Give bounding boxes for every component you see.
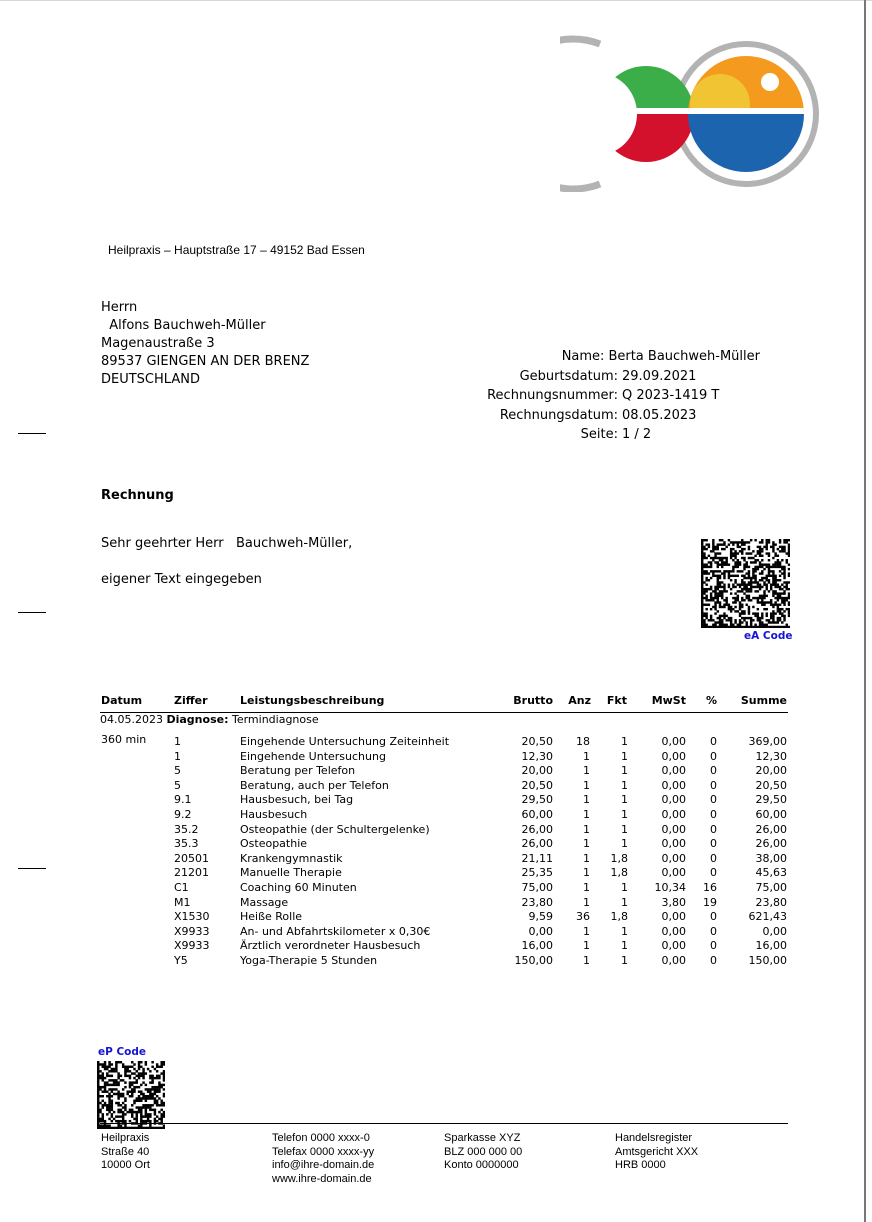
cell-fkt: 1 <box>621 939 628 953</box>
cell-fkt: 1 <box>621 749 628 763</box>
cell-percent: 0 <box>710 851 717 865</box>
cell-ziffer: 21201 <box>174 866 209 880</box>
invoice-info <box>440 347 760 445</box>
cell-ziffer: X1530 <box>174 910 210 924</box>
cell-brutto: 16,00 <box>521 939 553 953</box>
info-label: Name: <box>561 349 605 364</box>
cell-percent: 0 <box>710 924 717 938</box>
ea-qr-code <box>701 539 790 628</box>
table-row <box>100 779 788 794</box>
cell-ziffer: 9.2 <box>174 807 192 821</box>
cell-brutto: 75,00 <box>521 880 553 894</box>
footer-text: Telefax 0000 xxxx-yy <box>272 1145 375 1158</box>
cell-brutto: 60,00 <box>521 807 553 821</box>
custom-text: eigener Text eingegeben <box>101 572 262 587</box>
footer-text: 10000 Ort <box>101 1159 150 1172</box>
ep-code-label: eP Code <box>98 1046 147 1058</box>
footer-text: Konto 0000000 <box>444 1159 519 1172</box>
info-row-invoice-date <box>440 406 760 426</box>
cell-percent: 0 <box>710 793 717 807</box>
ep-qr-code-image <box>97 1061 165 1129</box>
footer-text: Heilpraxis <box>101 1132 150 1144</box>
cell-fkt: 1 <box>621 793 628 807</box>
cell-ziffer: 1 <box>174 749 181 763</box>
cell-fkt: 1 <box>621 880 628 894</box>
table-row <box>100 866 788 881</box>
cell-beschreibung: Hausbesuch <box>240 807 308 821</box>
cell-brutto: 12,30 <box>521 749 553 763</box>
cell-mwst: 0,00 <box>661 778 686 792</box>
cell-summe: 16,00 <box>755 939 787 953</box>
table-header <box>100 694 788 713</box>
diagnosis-row <box>100 713 788 735</box>
cell-beschreibung: Krankengymnastik <box>240 851 343 865</box>
table-row <box>100 793 788 808</box>
cell-brutto: 21,11 <box>521 851 553 865</box>
header-fkt: Fkt <box>606 694 627 707</box>
diagnosis-value: Termindiagnose <box>228 713 319 726</box>
recipient-salutation: Herrn <box>101 300 138 315</box>
cell-percent: 19 <box>703 895 717 909</box>
cell-ziffer: X9933 <box>174 939 210 953</box>
cell-ziffer: C1 <box>174 880 189 894</box>
cell-brutto: 0,00 <box>528 924 553 938</box>
table-row <box>100 939 788 954</box>
cell-anz: 1 <box>583 924 590 938</box>
table-row <box>100 823 788 838</box>
cell-percent: 0 <box>710 910 717 924</box>
cell-beschreibung: Eingehende Untersuchung <box>240 749 386 763</box>
info-value: 29.09.2021 <box>622 368 697 384</box>
cell-ziffer: 5 <box>174 778 181 792</box>
service-date: 04.05.2023 <box>100 713 163 726</box>
fold-mark <box>18 612 46 613</box>
cell-percent: 0 <box>710 837 717 851</box>
cell-anz: 1 <box>583 939 590 953</box>
table-row <box>100 925 788 940</box>
cell-fkt: 1 <box>621 837 628 851</box>
recipient-street: Magenaustraße 3 <box>101 336 215 351</box>
cell-ziffer: 9.1 <box>174 793 192 807</box>
header-datum: Datum <box>101 694 143 707</box>
cell-percent: 0 <box>710 953 717 967</box>
cell-anz: 1 <box>583 837 590 851</box>
cell-percent: 0 <box>710 939 717 953</box>
document-title: Rechnung <box>101 488 174 503</box>
cell-beschreibung: Yoga-Therapie 5 Stunden <box>240 953 378 967</box>
cell-anz: 1 <box>583 895 590 909</box>
cell-summe: 621,43 <box>748 910 787 924</box>
cell-anz: 1 <box>583 749 590 763</box>
cell-ziffer: 1 <box>174 735 181 748</box>
cell-beschreibung: Beratung, auch per Telefon <box>240 778 389 792</box>
page-edge-top <box>0 0 872 1</box>
ep-qr-code <box>97 1061 165 1129</box>
cell-ziffer: 5 <box>174 764 181 778</box>
cell-mwst: 0,00 <box>661 735 686 748</box>
cell-summe: 38,00 <box>755 851 787 865</box>
cell-beschreibung: Eingehende Untersuchung Zeiteinheit <box>240 735 450 748</box>
cell-brutto: 29,50 <box>521 793 553 807</box>
cell-anz: 1 <box>583 851 590 865</box>
cell-mwst: 0,00 <box>661 793 686 807</box>
cell-mwst: 0,00 <box>661 822 686 836</box>
cell-beschreibung: Coaching 60 Minuten <box>240 880 357 894</box>
info-row-page <box>440 425 760 445</box>
recipient-country: DEUTSCHLAND <box>101 372 200 387</box>
cell-fkt: 1 <box>621 924 628 938</box>
cell-ziffer: 35.2 <box>174 822 199 836</box>
cell-anz: 1 <box>583 880 590 894</box>
info-row-name <box>440 347 760 367</box>
cell-mwst: 0,00 <box>661 749 686 763</box>
cell-summe: 150,00 <box>748 953 787 967</box>
cell-mwst: 10,34 <box>654 880 686 894</box>
cell-fkt: 1 <box>621 807 628 821</box>
cell-summe: 0,00 <box>762 924 787 938</box>
invoice-table <box>100 694 788 969</box>
info-label: Seite: <box>580 427 618 442</box>
header-beschreibung: Leistungsbeschreibung <box>240 694 385 707</box>
cell-mwst: 0,00 <box>661 924 686 938</box>
info-value: 1 / 2 <box>622 427 652 442</box>
footer-text: Straße 40 <box>101 1145 150 1158</box>
cell-percent: 0 <box>710 778 717 792</box>
info-label: Geburtsdatum: <box>519 368 618 384</box>
cell-beschreibung: Beratung per Telefon <box>240 764 356 778</box>
cell-beschreibung: An- und Abfahrtskilometer x 0,30€ <box>240 924 431 938</box>
cell-ziffer: M1 <box>174 895 191 909</box>
info-value: Q 2023-1419 T <box>622 388 720 403</box>
cell-percent: 0 <box>710 822 717 836</box>
table-row <box>100 808 788 823</box>
cell-summe: 20,50 <box>755 778 787 792</box>
cell-fkt: 1,8 <box>610 866 628 880</box>
recipient-name: Alfons Bauchweh-Müller <box>101 318 266 333</box>
ea-code-label: eA Code <box>744 630 793 642</box>
recipient-address <box>101 299 309 389</box>
cell-anz: 1 <box>583 793 590 807</box>
cell-anz: 36 <box>576 910 590 924</box>
header-brutto: Brutto <box>513 694 553 707</box>
cell-fkt: 1 <box>621 822 628 836</box>
cell-summe: 29,50 <box>755 793 787 807</box>
cell-brutto: 20,50 <box>521 735 553 748</box>
footer-website-link[interactable]: www.ihre-domain.de <box>272 1172 372 1185</box>
table-row <box>100 837 788 852</box>
table-row <box>100 954 788 969</box>
cell-brutto: 26,00 <box>521 822 553 836</box>
cell-brutto: 20,50 <box>521 778 553 792</box>
cell-fkt: 1 <box>621 764 628 778</box>
cell-ziffer: 20501 <box>174 851 209 865</box>
footer-register <box>615 1132 698 1173</box>
cell-beschreibung: Manuelle Therapie <box>240 866 342 880</box>
cell-ziffer: 35.3 <box>174 837 199 851</box>
info-value: Berta Bauchweh-Müller <box>608 349 760 364</box>
page-edge-right <box>864 0 866 1222</box>
cell-beschreibung: Heiße Rolle <box>240 910 303 924</box>
header-ziffer: Ziffer <box>174 694 208 707</box>
header-percent: % <box>705 694 717 707</box>
table-row <box>100 896 788 911</box>
practice-logo <box>560 34 832 192</box>
cell-brutto: 20,00 <box>521 764 553 778</box>
footer-email-link[interactable]: info@ihre-domain.de <box>272 1159 375 1172</box>
cell-ziffer: Y5 <box>174 953 188 967</box>
header-summe: Summe <box>740 694 787 707</box>
cell-fkt: 1 <box>621 778 628 792</box>
cell-anz: 1 <box>583 822 590 836</box>
cell-percent: 0 <box>710 735 717 748</box>
cell-percent: 0 <box>710 749 717 763</box>
cell-mwst: 0,00 <box>661 807 686 821</box>
footer-text: Amtsgericht XXX <box>615 1145 699 1158</box>
cell-beschreibung: Hausbesuch, bei Tag <box>240 793 354 807</box>
cell-summe: 12,30 <box>755 749 787 763</box>
table-row <box>100 852 788 867</box>
diagnosis-label: Diagnose: <box>166 713 229 726</box>
info-value: 08.05.2023 <box>622 407 697 423</box>
header-anz: Anz <box>568 694 591 707</box>
footer-divider <box>100 1123 788 1124</box>
cell-anz: 1 <box>583 764 590 778</box>
header-mwst: MwSt <box>651 694 686 707</box>
cell-mwst: 0,00 <box>661 866 686 880</box>
cell-mwst: 0,00 <box>661 953 686 967</box>
cell-percent: 0 <box>710 764 717 778</box>
table-row <box>100 750 788 765</box>
cell-summe: 60,00 <box>755 807 787 821</box>
cell-percent: 0 <box>710 807 717 821</box>
footer-text: Handelsregister <box>615 1132 693 1144</box>
table-row <box>100 764 788 779</box>
service-duration: 360 min <box>101 733 147 746</box>
cell-percent: 0 <box>710 866 717 880</box>
cell-anz: 18 <box>576 735 590 748</box>
footer-text: BLZ 000 000 00 <box>444 1145 523 1158</box>
cell-brutto: 9,59 <box>528 910 553 924</box>
cell-summe: 369,00 <box>748 735 787 748</box>
cell-summe: 23,80 <box>755 895 787 909</box>
footer-address <box>101 1132 150 1173</box>
ea-qr-code-image <box>701 539 790 628</box>
footer-contact <box>272 1132 374 1186</box>
table-row <box>100 881 788 896</box>
cell-summe: 26,00 <box>755 837 787 851</box>
cell-mwst: 0,00 <box>661 851 686 865</box>
cell-anz: 1 <box>583 778 590 792</box>
footer-text: Telefon 0000 xxxx-0 <box>272 1132 370 1144</box>
cell-fkt: 1,8 <box>610 910 628 924</box>
cell-fkt: 1 <box>621 735 628 748</box>
table-row <box>100 910 788 925</box>
cell-summe: 45,63 <box>755 866 787 880</box>
cell-brutto: 26,00 <box>521 837 553 851</box>
diagnosis <box>166 713 318 726</box>
sender-address-line: Heilpraxis – Hauptstraße 17 – 49152 Bad Essen <box>108 243 365 257</box>
cell-mwst: 0,00 <box>661 764 686 778</box>
cell-fkt: 1 <box>621 953 628 967</box>
info-label: Rechnungsdatum: <box>499 407 618 423</box>
info-row-birthdate <box>440 367 760 387</box>
cell-brutto: 150,00 <box>514 953 553 967</box>
fold-mark <box>18 433 46 434</box>
footer-text: Sparkasse XYZ <box>444 1132 521 1144</box>
cell-mwst: 0,00 <box>661 910 686 924</box>
info-row-invoice-number <box>440 386 760 406</box>
cell-percent: 16 <box>703 880 717 894</box>
cell-beschreibung: Ärztlich verordneter Hausbesuch <box>240 939 421 953</box>
table-body <box>100 735 788 969</box>
footer-bank <box>444 1132 522 1173</box>
cell-brutto: 23,80 <box>521 895 553 909</box>
cell-anz: 1 <box>583 953 590 967</box>
info-label: Rechnungsnummer: <box>487 388 618 403</box>
cell-anz: 1 <box>583 807 590 821</box>
cell-mwst: 0,00 <box>661 939 686 953</box>
cell-mwst: 0,00 <box>661 837 686 851</box>
cell-fkt: 1,8 <box>610 851 628 865</box>
cell-beschreibung: Massage <box>240 895 289 909</box>
punch-mark <box>18 868 46 869</box>
footer-text: HRB 0000 <box>615 1159 666 1172</box>
recipient-city: 89537 GIENGEN AN DER BRENZ <box>101 354 310 369</box>
cell-anz: 1 <box>583 866 590 880</box>
cell-ziffer: X9933 <box>174 924 210 938</box>
cell-summe: 26,00 <box>755 822 787 836</box>
cell-mwst: 3,80 <box>661 895 686 909</box>
cell-summe: 20,00 <box>755 764 787 778</box>
greeting: Sehr geehrter Herr Bauchweh-Müller, <box>101 536 353 551</box>
table-row <box>100 735 788 750</box>
cell-summe: 75,00 <box>755 880 787 894</box>
cell-beschreibung: Osteopathie (der Schultergelenke) <box>240 822 430 836</box>
cell-brutto: 25,35 <box>521 866 553 880</box>
cell-fkt: 1 <box>621 895 628 909</box>
cell-beschreibung: Osteopathie <box>240 837 308 851</box>
